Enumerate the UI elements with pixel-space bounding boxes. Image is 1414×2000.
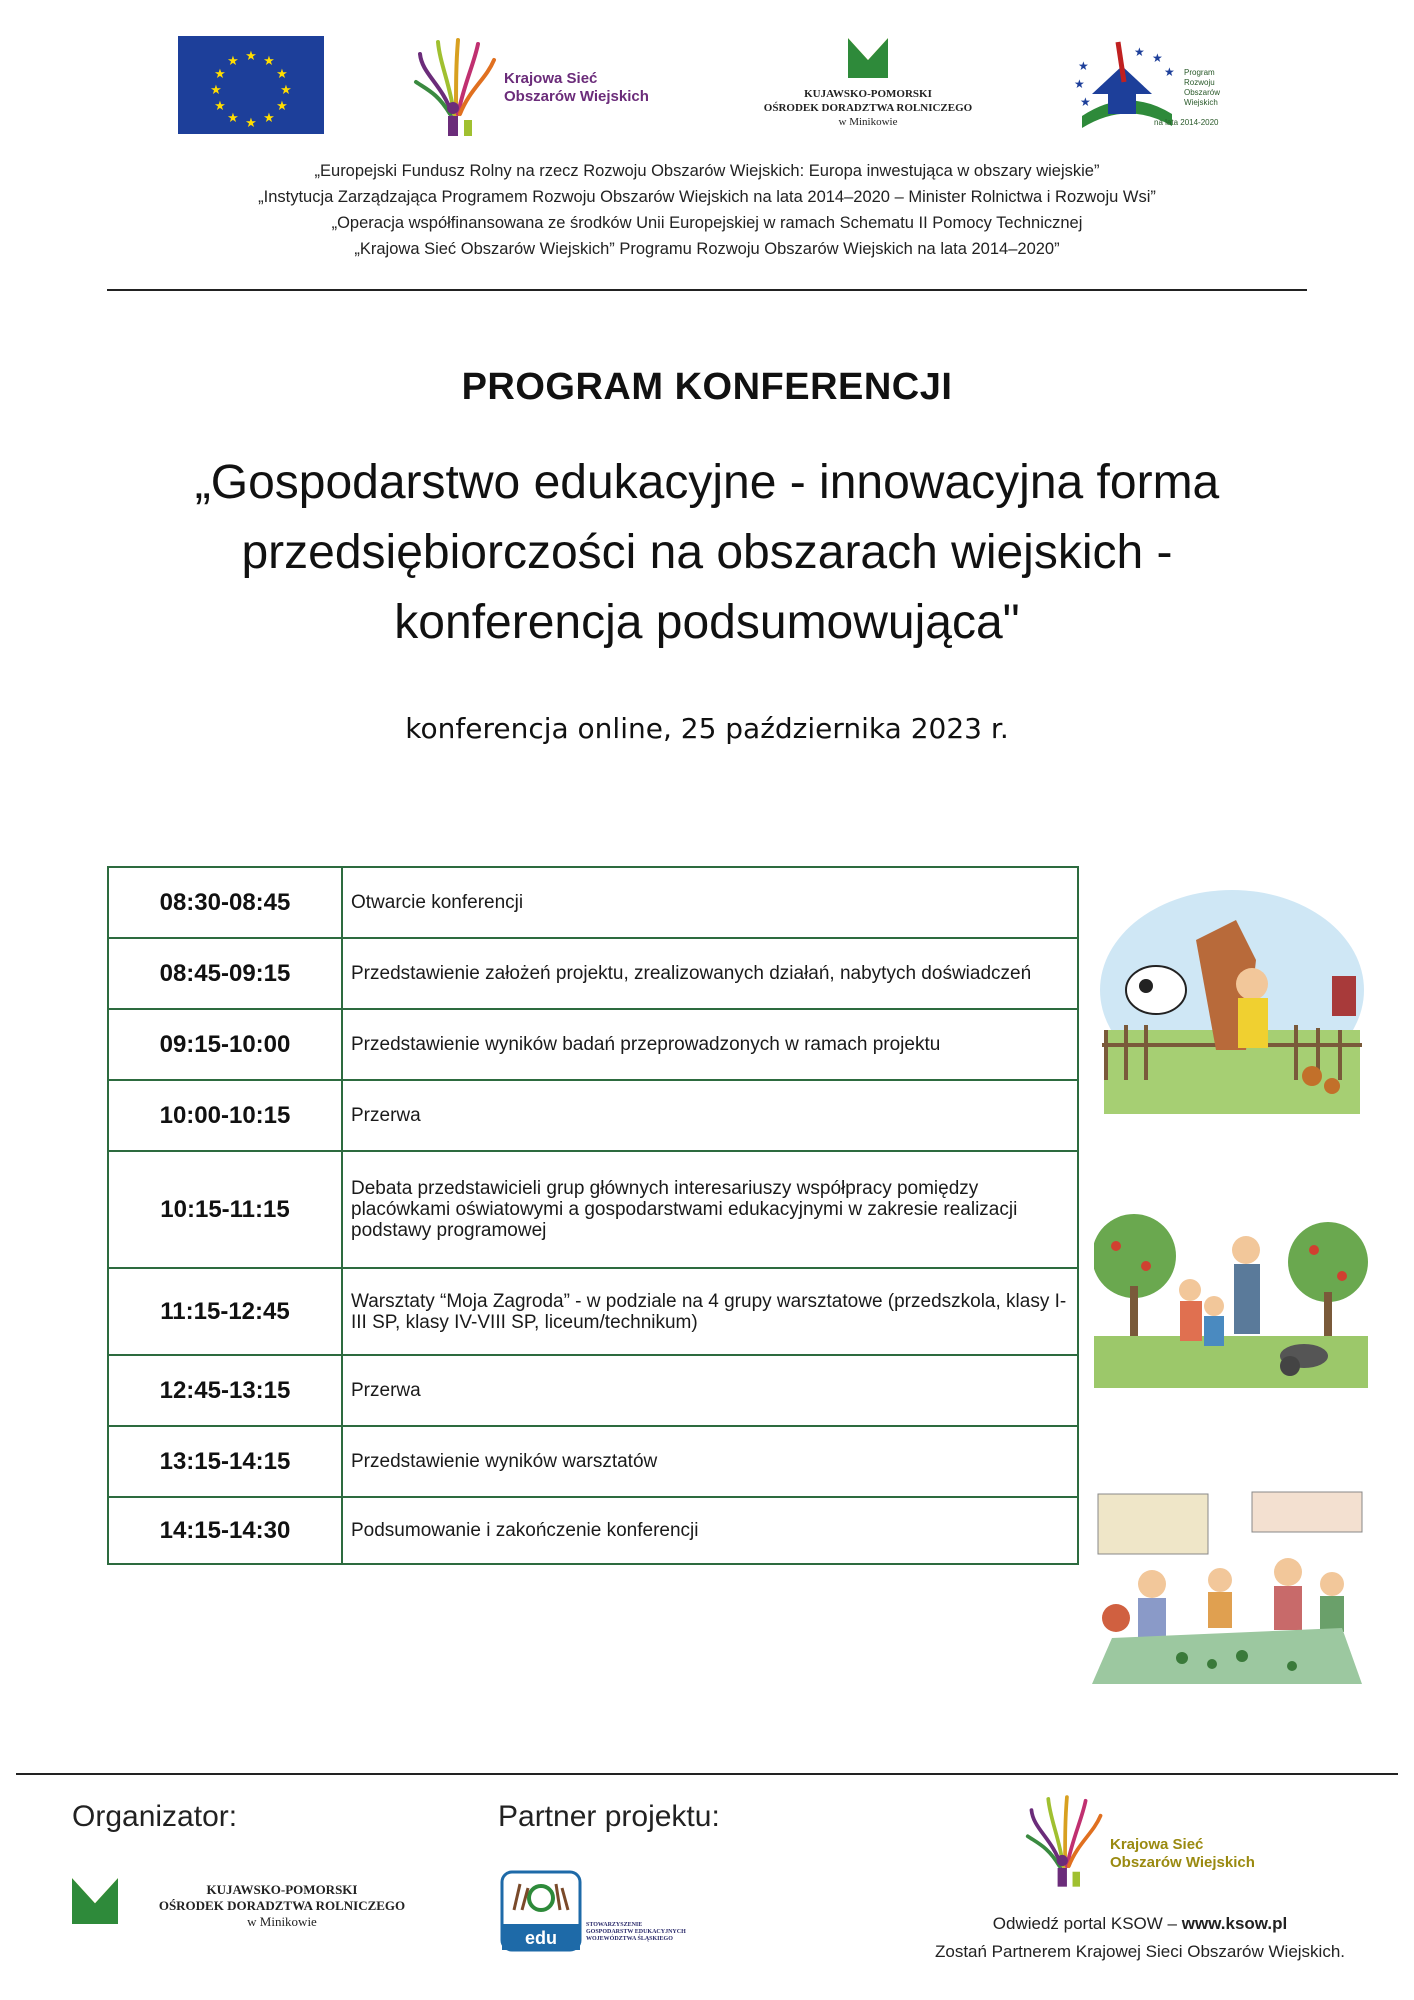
partner-invite-line: Zostań Partnerem Krajowej Sieci Obszarów Wiejskich. (934, 1942, 1346, 1961)
svg-text:★: ★ (1080, 95, 1091, 109)
footer-divider (16, 1773, 1398, 1775)
kpodr-logo-text (752, 87, 984, 129)
ksow-logo-text (504, 70, 649, 106)
portal-line-text: Odwiedź portal KSOW – (992, 1914, 1182, 1933)
svg-text:★: ★ (1078, 59, 1089, 73)
farm-animals-illustration (1096, 880, 1368, 1120)
prow-logo (1072, 36, 1232, 136)
edu-emblem-icon (500, 1870, 582, 1952)
schedule-row (108, 1151, 1078, 1268)
prow-logo-sub: na lata 2014-2020 (1154, 118, 1219, 127)
svg-text:★: ★ (1074, 77, 1085, 91)
organizer-logo-text (132, 1882, 432, 1930)
ksow-tree-icon (1024, 1790, 1108, 1890)
svg-text:★: ★ (263, 110, 275, 125)
portal-line (900, 1910, 1380, 1938)
prow-logo-line: Obszarów (1184, 88, 1221, 97)
ksow-tree-icon (412, 34, 502, 138)
svg-text:★: ★ (276, 66, 288, 81)
partner-label: Partner projektu: (498, 1800, 720, 1833)
kpodr-logo-line: OŚRODEK DORADZTWA ROLNICZEGO (763, 102, 973, 114)
schedule-description: Przerwa (342, 1080, 1078, 1151)
edu-logo-line: STOWARZYSZENIE (586, 1922, 643, 1928)
svg-text:★: ★ (227, 53, 239, 68)
prow-logo-line: Wiejskich (1184, 98, 1218, 107)
ksow-logo-line: Obszarów Wiejskich (504, 88, 649, 105)
svg-text:★: ★ (210, 82, 222, 97)
organizer-logo-line: w Minikowie (247, 1914, 317, 1929)
schedule-row (108, 1268, 1078, 1355)
kpodr-logo-line: w Minikowie (838, 116, 898, 128)
schedule-description: Przedstawienie wyników badań przeprowadzonych w ramach projektu (342, 1009, 1078, 1080)
kitchen-illustration (1092, 1488, 1368, 1684)
conference-title (80, 448, 1334, 658)
kpodr-logo-line: KUJAWSKO-POMORSKI (804, 88, 932, 100)
prow-logo-text (1184, 68, 1220, 108)
schedule-description: Podsumowanie i zakończenie konferencji (342, 1497, 1078, 1564)
schedule-description: Otwarcie konferencji (342, 867, 1078, 938)
ksow-logo-line: Krajowa Sieć (504, 70, 598, 87)
ksow-footer-logo (1024, 1790, 1324, 1900)
prow-logo-line: Program (1184, 68, 1215, 77)
ksow-portal-info (900, 1910, 1380, 1966)
schedule-time: 13:15-14:15 (108, 1426, 342, 1497)
schedule-row (108, 867, 1078, 938)
schedule-description: Przerwa (342, 1355, 1078, 1426)
svg-text:★: ★ (280, 82, 292, 97)
funding-line: „Instytucja Zarządzająca Programem Rozwoju Obszarów Wiejskich na lata 2014–2020 – Minister Rolnictwa i Rozwoju Wsi” (258, 188, 1156, 206)
funding-line: „Europejski Fundusz Rolny na rzecz Rozwoju Obszarów Wiejskich: Europa inwestująca w obszary wiejskie” (314, 162, 1100, 180)
edu-logo-line: WOJEWÓDZTWA ŚLĄSKIEGO (586, 1936, 673, 1942)
schedule-time: 09:15-10:00 (108, 1009, 342, 1080)
ksow-logo (412, 34, 672, 138)
funding-line: „Krajowa Sieć Obszarów Wiejskich” Programu Rozwoju Obszarów Wiejskich na lata 2014–2020” (354, 240, 1060, 258)
organizer-label: Organizator: (72, 1800, 238, 1833)
program-title: PROGRAM KONFERENCJI (461, 366, 953, 408)
garden-family-illustration (1094, 1206, 1368, 1388)
organizer-logo-line: OŚRODEK DORADZTWA ROLNICZEGO (158, 1898, 406, 1913)
schedule-time: 14:15-14:30 (108, 1497, 342, 1564)
schedule-row (108, 1426, 1078, 1497)
ksow-footer-logo-text (1110, 1836, 1255, 1872)
ksow-logo-line: Obszarów Wiejskich (1110, 1854, 1255, 1871)
edu-logo-line: GOSPODARSTW EDUKACYJNYCH (586, 1929, 686, 1935)
schedule-time: 08:45-09:15 (108, 938, 342, 1009)
ksow-logo-line: Krajowa Sieć (1110, 1836, 1204, 1853)
schedule-description: Debata przedstawicieli grup głównych interesariuszy współpracy pomiędzy placówkami oświatowymi a gospodarstwami edukacyjnymi w zakresie realizacji podstawy programowej (342, 1151, 1078, 1268)
schedule-time: 12:45-13:15 (108, 1355, 342, 1426)
organizer-logo-line: KUJAWSKO-POMORSKI (206, 1882, 358, 1897)
schedule-row (108, 1009, 1078, 1080)
conference-title-line: konferencja podsumowująca" (394, 596, 1020, 649)
edu-logo-text (586, 1922, 686, 1943)
funding-line: „Operacja współfinansowana ze środków Unii Europejskiej w ramach Schematu II Pomocy Technicznej (331, 214, 1083, 232)
funding-statement (100, 158, 1314, 262)
kpodr-logo (752, 38, 984, 138)
svg-text:★: ★ (245, 115, 257, 130)
ksow-portal-link[interactable]: www.ksow.pl (1181, 1914, 1288, 1933)
svg-text:★: ★ (214, 98, 226, 113)
svg-text:★: ★ (245, 48, 257, 63)
schedule-table (107, 866, 1079, 1565)
schedule-time: 08:30-08:45 (108, 867, 342, 938)
schedule-description: Warsztaty “Moja Zagroda” - w podziale na 4 grupy warsztatowe (przedszkola, klasy I-III SP, klasy IV-VIII SP, liceum/technikum) (342, 1268, 1078, 1355)
svg-text:★: ★ (1152, 51, 1163, 65)
svg-text:★: ★ (276, 98, 288, 113)
eu-stars-icon (178, 36, 324, 134)
schedule-row (108, 1497, 1078, 1564)
schedule-time: 11:15-12:45 (108, 1268, 342, 1355)
schedule-description: Przedstawienie wyników warsztatów (342, 1426, 1078, 1497)
schedule-description: Przedstawienie założeń projektu, zrealizowanych działań, nabytych doświadczeń (342, 938, 1078, 1009)
schedule-row (108, 1355, 1078, 1426)
schedule-row (108, 938, 1078, 1009)
svg-text:★: ★ (263, 53, 275, 68)
organizer-logo (72, 1878, 432, 1938)
eu-flag-logo (178, 36, 324, 134)
schedule-row (108, 1080, 1078, 1151)
kpodr-emblem-icon (848, 38, 888, 78)
conference-title-line: „Gospodarstwo edukacyjne - innowacyjna forma (194, 456, 1220, 509)
partner-edu-logo (500, 1870, 700, 1954)
svg-text:★: ★ (214, 66, 226, 81)
schedule-time: 10:15-11:15 (108, 1151, 342, 1268)
kpodr-emblem-icon (72, 1878, 118, 1924)
header-divider (107, 289, 1307, 291)
schedule-time: 10:00-10:15 (108, 1080, 342, 1151)
svg-text:★: ★ (227, 110, 239, 125)
svg-text:★: ★ (1164, 65, 1175, 79)
conference-title-line: przedsiębiorczości na obszarach wiejskich - (241, 526, 1173, 579)
svg-text:★: ★ (1134, 45, 1145, 59)
edu-logo-label: edu (524, 1928, 558, 1948)
conference-date-subtitle: konferencja online, 25 października 2023 r. (405, 712, 1009, 745)
prow-logo-line: Rozwoju (1184, 78, 1215, 87)
